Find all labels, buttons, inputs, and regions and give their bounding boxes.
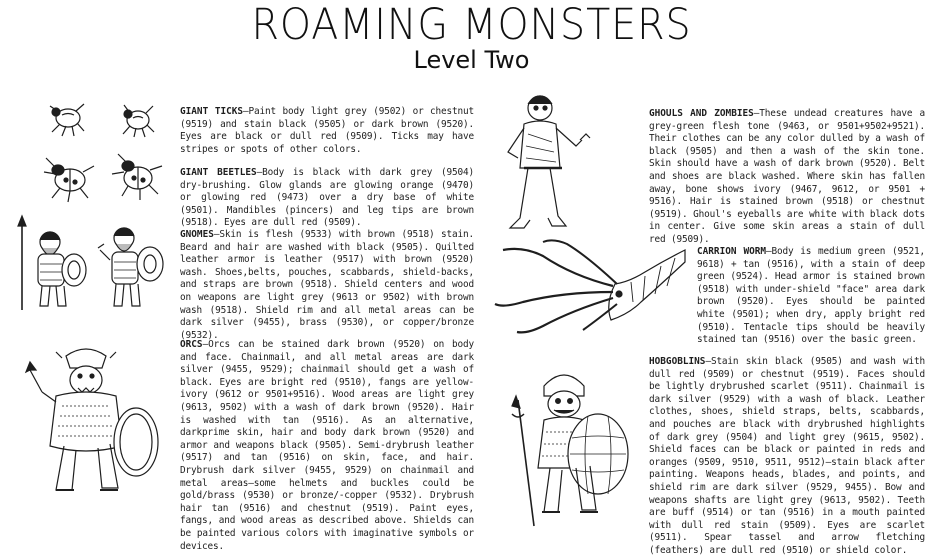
giant-beetles-paragraph: [180, 167, 474, 230]
gnomes-illustration: [10, 214, 170, 314]
carrion-worm-body: —Body is medium green (9521, 9618) + tan (9516), with a stain of deep green (9524). Head armor is stained brown (9518) with under-shield "face" area dark brown (9520). Eyes should be painted white (9501); when dry, apply bright red (9510). Tentacle tips should be heavily stained tan (9516) over the basic green.: [697, 246, 925, 346]
ghoul-zombie-illustration: [490, 90, 600, 240]
gnome-with-shield-figure: [98, 228, 163, 306]
tick-figure: [123, 105, 154, 137]
orcs-heading: ORCS: [180, 339, 203, 350]
hobgoblins-paragraph: [649, 356, 925, 558]
giant-beetles-heading: GIANT BEETLES: [180, 167, 257, 178]
gnomes-body: —Skin is flesh (9533) with brown (9518) stain. Beard and hair are washed with black (9505). Quilted leather armor is leather (9517) with brown (9520) wash. Shoes,belts, pouches, scabbards, shield-backs, and straps are brown (9518). Shield centers and wood on weapons are light grey (9613 or 9502) with brown wash (9518). Shield rim and all metal areas can be dark silver (9455), brass (9530), or copper/bronze (9532).: [180, 229, 474, 341]
gnomes-heading: GNOMES: [180, 229, 214, 240]
orcs-paragraph: [180, 339, 474, 553]
giant-ticks-body: —Paint body light grey (9502) or chestnut (9519) and stain black (9505) or dark brown (9520). Eyes are black or dull red (9509). Ticks may have stripes or spots of other colors.: [180, 106, 475, 155]
ghouls-zombies-paragraph: [649, 108, 925, 247]
giant-ticks-heading: GIANT TICKS: [180, 106, 244, 117]
ghouls-zombies-body: —These undead creatures have a grey-green flesh tone (9463, or 9501+9502+9521). Their clothes can be any color dulled by a wash of black (9505) and then a wash of the skin tone. Skin should have a wash of dark brown (9520). Belt and shoes are black washed. Where skin has fallen away, bone shows ivory (9467, 9612, or 9501 + 9516). Hair is stained brown (9518) or chestnut (9519). Ghoul's eyeballs are white with black dots in center. Give some skin areas a stain of dull red (9509).: [649, 108, 925, 245]
page-title: ROAMING MONSTERS: [251, 0, 692, 50]
giant-beetles-illustration: [28, 150, 173, 210]
hobgoblins-body: —Stain skin black (9505) and wash with dull red (9509) or chestnut (9519). Faces should be lightly drybrushed scarlet (9511). Chainmail is dark silver (9529) with a wash of black. Leather clothes, shoes, shield straps, belts, scabbards, and pouches are black with drybrushed highlights of dark grey (9504) and light grey (9615, 9502). Shield faces can be black or painted in reds and oranges (9509, 9510, 9511, 9512)—stain black after painting. Weapons heads, blades, and points, and shield rim are dark silver (9529, 9455). Bow and weapons shafts are light grey (9613, 9502). Teeth are buff (9514) or tan (9516) in a mouth painted with dull red stain (9509). Eyes are scarlet (9511). Spear tassel and arrow fletching (feathers) are dull red (9510) or shield color.: [649, 356, 925, 556]
orcs-body: —Orcs can be stained dark brown (9520) on body and face. Chainmail, and all metal areas are dark silver (9455, 9529); chainmail should get a wash of black. Eyes are bright red (9510), fangs are yellow-ivory (9612 or 9501+9516). Wood areas are light grey (9613, 9502) with a wash of dark brown (9520). Hair is washed with tan (9516). As an alternative, darkprime skin, hair and body dark brown (9520) and armor and weapons black (9505). Semi-drybrush leather (9517) and tan (9516) on skin, face, and hair. Drybrush dark silver (9455, 9529) on chainmail and metal areas—some helmets and buckles could be gold/brass (9530) or bronze/-copper (9532). Drybrush hair tan (9516) and chestnut (9519). Paint eyes, fangs, and wood areas as described above. Shields can be painted various colors with imaginative symbols or devices.: [180, 339, 474, 552]
giant-beetles-body: —Body is black with dark grey (9504) dry-brushing. Glow glands are glowing orange (9470) or glowing red (9473) over a dry base of white (9501). Mandibles (pincers) and leg tips are brown (9518). Eyes are dull red (9509).: [180, 167, 474, 229]
carrion-worm-illustration: [485, 236, 695, 336]
orc-illustration: [22, 346, 172, 506]
carrion-worm-paragraph: [697, 246, 925, 347]
hobgoblin-illustration: [510, 370, 640, 530]
beetle-figure: [44, 158, 94, 202]
gnomes-paragraph: [180, 229, 474, 342]
carrion-worm-heading: CARRION WORM: [697, 246, 767, 257]
tick-figure: [50, 104, 84, 136]
page-subtitle: Level Two: [413, 46, 530, 74]
giant-ticks-paragraph: [180, 106, 474, 156]
giant-ticks-illustration: [30, 96, 170, 156]
beetle-figure: [112, 154, 162, 200]
ghouls-zombies-heading: GHOULS AND ZOMBIES: [649, 108, 754, 119]
gnome-with-spear-figure: [18, 216, 86, 310]
hobgoblins-heading: HOBGOBLINS: [649, 356, 706, 367]
